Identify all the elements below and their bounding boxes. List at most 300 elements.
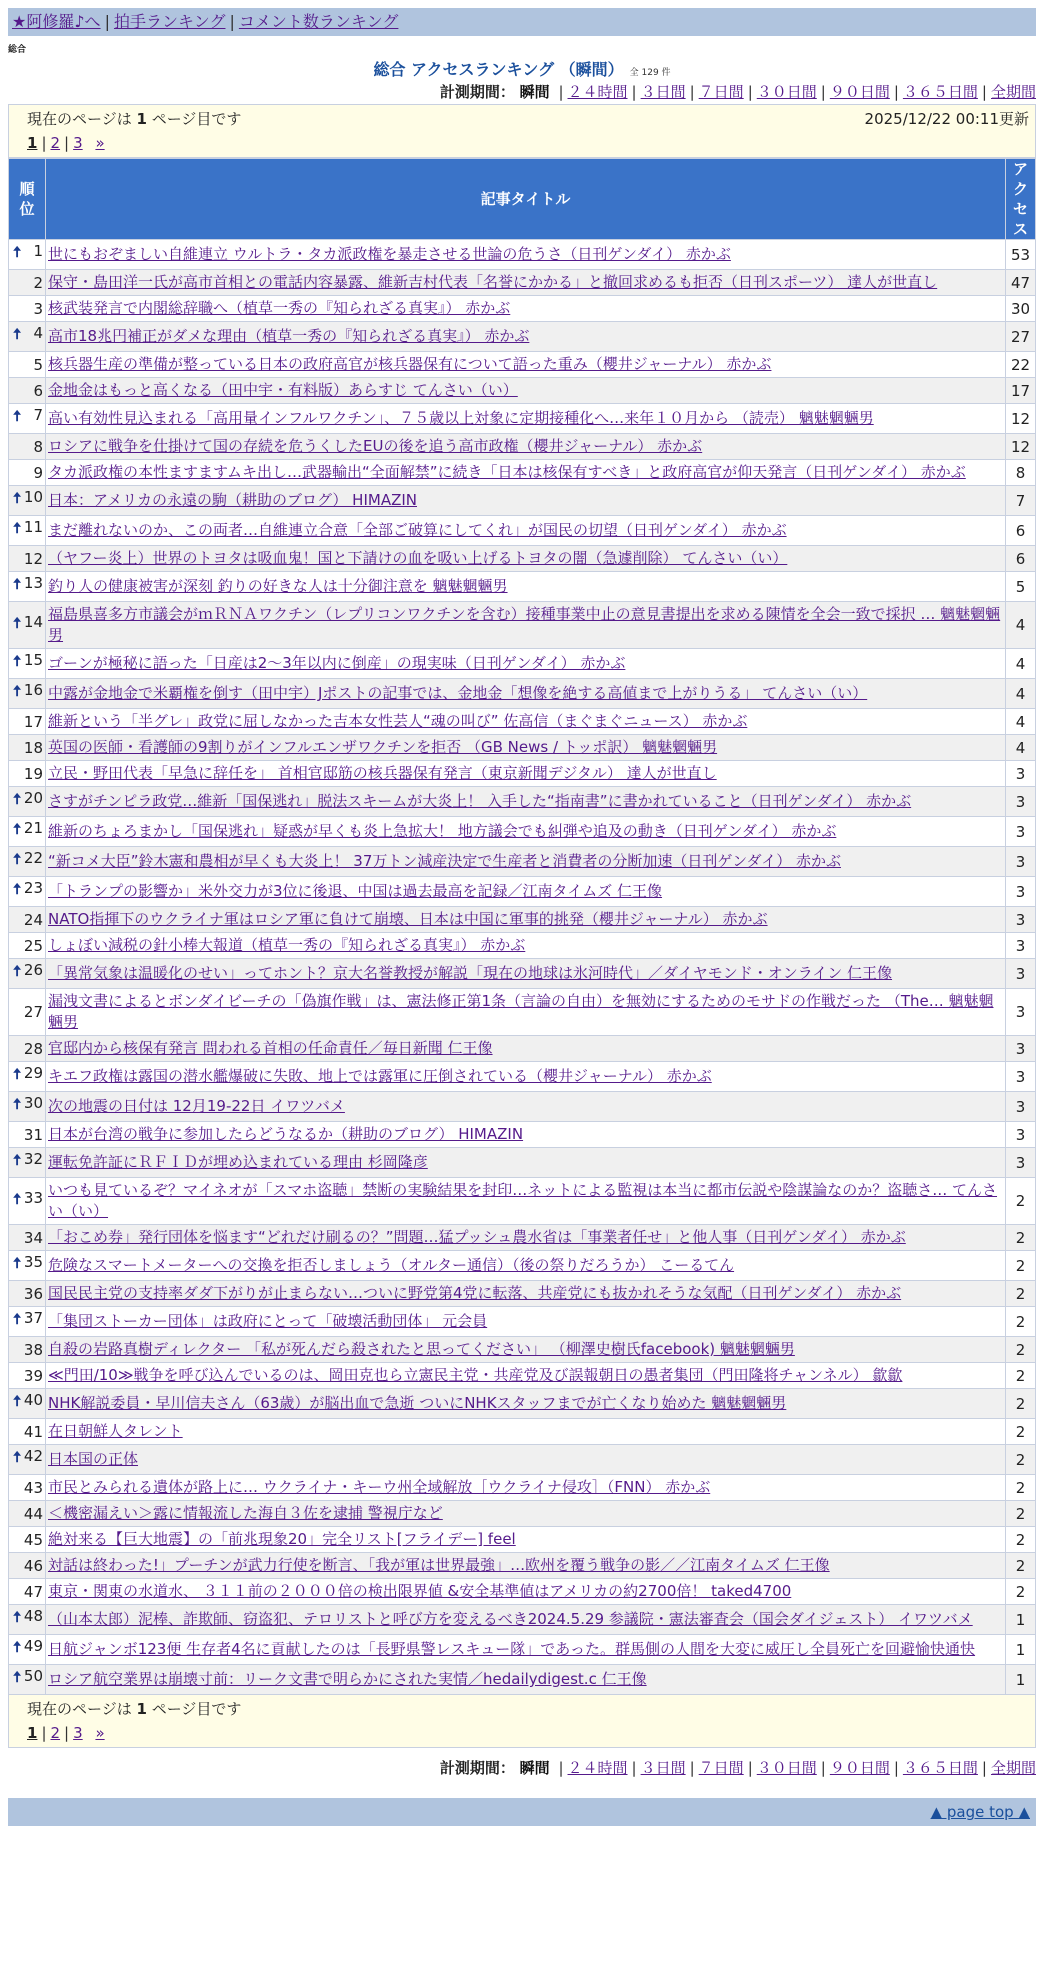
access-count: 2 (1006, 1307, 1036, 1337)
article-link[interactable]: 日本国の正体 (48, 1450, 139, 1468)
access-count: 4 (1006, 679, 1036, 709)
access-count: 2 (1006, 1225, 1036, 1251)
title-cell (46, 847, 1006, 877)
article-link[interactable]: 市民とみられる遺体が路上に… ウクライナ・キーウ州全域解放［ウクライナ侵攻］（FNN） 赤かぶ (48, 1478, 711, 1496)
title-cell (46, 1307, 1006, 1337)
rank-number: 14 (23, 612, 43, 631)
access-count: 17 (1006, 378, 1036, 404)
access-count: 8 (1006, 460, 1036, 486)
rank-cell (9, 1062, 46, 1092)
table-row (9, 1665, 1036, 1695)
table-row (9, 1337, 1036, 1363)
title-cell (46, 1251, 1006, 1281)
access-count: 12 (1006, 434, 1036, 460)
rank-cell (9, 1092, 46, 1122)
page-top-link[interactable]: ▲ page top ▲ (930, 1803, 1030, 1821)
article-link[interactable]: 日本：アメリカの永遠の駒（耕助のブログ） HIMAZIN (48, 491, 417, 509)
rank-up-arrow-icon: 🠅 (13, 850, 22, 868)
access-count: 3 (1006, 933, 1036, 959)
rank-number: 39 (23, 1366, 43, 1385)
access-count: 4 (1006, 709, 1036, 735)
table-row (9, 1307, 1036, 1337)
clap-ranking-link[interactable]: 拍手ランキング (113, 12, 226, 31)
rank-number: 22 (23, 849, 43, 867)
article-link[interactable]: 高市18兆円補正がダメな理由（植草一秀の『知られざる真実』） 赤かぶ (48, 327, 530, 345)
article-link[interactable]: 日航ジャンボ123便 生存者4名に貢献したのは「長野県警レスキュー隊」であった。群馬側の人間を大変に威圧し全員死亡を回避愉快通快 (48, 1640, 976, 1658)
title-cell (46, 572, 1006, 602)
rank-number: 28 (23, 1039, 43, 1058)
page-link[interactable]: 2 (50, 1724, 61, 1742)
rank-cell (9, 649, 46, 679)
title-cell (46, 1389, 1006, 1419)
access-count: 2 (1006, 1445, 1036, 1475)
title-cell (46, 1337, 1006, 1363)
rank-number: 48 (23, 1607, 43, 1625)
page-link[interactable]: 3 (73, 1724, 83, 1742)
pager-bottom (8, 1695, 1036, 1748)
title-cell (46, 1062, 1006, 1092)
title-cell (46, 1501, 1006, 1527)
period-link[interactable]: ７日間 (698, 1759, 744, 1777)
table-row (9, 1579, 1036, 1605)
rank-cell (9, 486, 46, 516)
access-count: 3 (1006, 817, 1036, 847)
nav-separator: | (104, 12, 110, 31)
access-count: 3 (1006, 1092, 1036, 1122)
access-count: 2 (1006, 1579, 1036, 1605)
title-cell (46, 270, 1006, 296)
period-separator: | (981, 1759, 987, 1777)
article-link[interactable]: キエフ政権は露国の潜水艦爆破に失敗、地上では露軍に圧倒されている（櫻井ジャーナル） 赤かぶ (48, 1067, 712, 1085)
article-link[interactable]: 次の地震の日付は 12月19-22日 イワツバメ (48, 1097, 345, 1115)
rank-cell (9, 1036, 46, 1062)
rank-cell (9, 1389, 46, 1419)
title-cell (46, 877, 1006, 907)
title-cell (46, 296, 1006, 322)
table-row (9, 933, 1036, 959)
access-count: 2 (1006, 1337, 1036, 1363)
rank-number: 11 (23, 518, 43, 536)
title-cell (46, 1665, 1006, 1695)
rank-cell (9, 1419, 46, 1445)
table-row (9, 516, 1036, 546)
rank-up-arrow-icon: 🠅 (13, 1065, 22, 1083)
rank-number: 26 (23, 961, 43, 979)
table-row (9, 907, 1036, 933)
rank-cell (9, 1579, 46, 1605)
rank-number: 45 (23, 1530, 43, 1549)
table-row (9, 1148, 1036, 1178)
title-cell (46, 817, 1006, 847)
table-row (9, 1419, 1036, 1445)
table-row (9, 1281, 1036, 1307)
table-row (9, 1605, 1036, 1635)
article-link[interactable]: 核武装発言で内閣総辞職へ（植草一秀の『知られざる真実』） 赤かぶ (48, 299, 511, 317)
period-link[interactable]: ３６５日間 (902, 83, 978, 101)
rank-up-arrow-icon: 🠅 (13, 682, 22, 700)
article-link[interactable]: 在日朝鮮人タレント (48, 1422, 183, 1440)
article-link[interactable]: さすがチンピラ政党…維新「国保逃れ」脱法スキームが大炎上！ 入手した“指南書”に書かれていること（日刊ゲンダイ） 赤かぶ (48, 792, 912, 810)
rank-number: 46 (23, 1556, 43, 1575)
page-current: 1 (27, 1724, 38, 1742)
access-count: 2 (1006, 1553, 1036, 1579)
period-link[interactable]: 全期間 (990, 83, 1036, 101)
title-cell (46, 907, 1006, 933)
period-link[interactable]: ３日間 (640, 1759, 686, 1777)
article-link[interactable]: （山本太郎）泥棒、詐欺師、窃盗犯、テロリストと呼び方を変えるべき2024.5.29 参議院・憲法審査会（国会ダイジェスト） イワツバメ (48, 1610, 973, 1628)
rank-number: 40 (23, 1391, 43, 1409)
article-link[interactable]: 世にもおぞましい自維連立 ウルトラ・タカ派政権を暴走させる世論の危うさ（日刊ゲンダイ） 赤かぶ (48, 245, 731, 263)
rank-number: 35 (23, 1253, 43, 1271)
article-link[interactable]: 「異常気象は温暖化のせい」ってホント？京大名誉教授が解説「現在の地球は氷河時代」／ダイヤモンド・オンライン 仁王像 (48, 964, 893, 982)
rank-up-arrow-icon: 🠅 (13, 1151, 22, 1169)
article-link[interactable]: ＜機密漏えい＞露に情報流した海自３佐を逮捕 警視庁など (48, 1504, 443, 1522)
rank-number: 29 (23, 1064, 43, 1082)
period-link[interactable]: ３日間 (640, 83, 686, 101)
access-count: 5 (1006, 572, 1036, 602)
article-link[interactable]: 立民・野田代表「早急に辞任を」 首相官邸筋の核兵器保有発言（東京新聞デジタル） 達人が世直し (48, 764, 717, 782)
rank-number: 15 (23, 651, 43, 669)
table-row (9, 1178, 1036, 1225)
article-link[interactable]: 「集団ストーカー団体」は政府にとって「破壊活動団体」 元会員 (48, 1312, 488, 1330)
rank-cell (9, 1475, 46, 1501)
table-row (9, 1092, 1036, 1122)
article-link[interactable]: 金地金はもっと高くなる（田中宇・有料版）あらすじ てんさい（い） (48, 381, 518, 399)
rank-number: 17 (23, 712, 43, 731)
page-separator: | (64, 1724, 70, 1742)
access-count: 2 (1006, 1419, 1036, 1445)
rank-number: 5 (33, 355, 43, 374)
article-link[interactable]: 日本が台湾の戦争に参加したらどうなるか（耕助のブログ） HIMAZIN (48, 1125, 524, 1143)
period-current: 瞬間 (519, 83, 550, 101)
rank-number: 43 (23, 1478, 43, 1497)
article-link[interactable]: 国民民主党の支持率ダダ下がりが止まらない…ついに野党第4党に転落、共産党にも抜かれそうな気配（日刊ゲンダイ） 赤かぶ (48, 1284, 902, 1302)
rank-up-arrow-icon: 🠅 (13, 1189, 22, 1208)
article-link[interactable]: 漏洩文書によるとボンダイビーチの「偽旗作戦」は、憲法修正第1条（言論の自由）を無効にするためのモサドの作戦だった （The… 魑魅魍魎男 (48, 992, 994, 1031)
access-count: 2 (1006, 1251, 1036, 1281)
page-separator: | (41, 1724, 47, 1742)
table-row (9, 378, 1036, 404)
title-cell (46, 1579, 1006, 1605)
current-page-text: 現在のページは 1 ページ目です (27, 110, 242, 128)
period-separator: | (820, 1759, 826, 1777)
article-link[interactable]: 危険なスマートメーターへの交換を拒否しましょう（オルター通信）（後の祭りだろうか） こーるてん (48, 1256, 735, 1274)
period-separator: | (747, 1759, 753, 1777)
rank-cell (9, 933, 46, 959)
article-link[interactable]: （ヤフー炎上）世界のトヨタは吸血鬼！国と下請けの血を吸い上げるトヨタの闇（急遽削除） てんさい（い） (48, 549, 788, 567)
rank-number: 27 (23, 1003, 43, 1021)
article-link[interactable]: 対話は終わった!」プーチンが武力行使を断言、「我が軍は世界最強」…欧州を覆う戦争の影／／江南タイムズ 仁王像 (48, 1556, 830, 1574)
title-cell (46, 352, 1006, 378)
article-link[interactable]: 自殺の岩路真樹ディレクター 「私が死んだら殺されたと思ってください」 （柳澤史樹氏facebook) 魑魅魍魎男 (48, 1340, 795, 1358)
period-label: 計測期間： (439, 1759, 515, 1777)
period-separator: | (631, 1759, 637, 1777)
comment-ranking-link[interactable]: コメント数ランキング (238, 12, 399, 31)
article-link[interactable]: 釣り人の健康被害が深刻 釣りの好きな人は十分御注意を 魑魅魍魎男 (48, 577, 508, 595)
rank-up-arrow-icon: 🠅 (13, 790, 22, 808)
access-count: 3 (1006, 907, 1036, 933)
page-link[interactable]: 3 (73, 134, 83, 152)
rank-up-arrow-icon: 🠅 (13, 1310, 22, 1328)
table-row (9, 352, 1036, 378)
rank-cell (9, 907, 46, 933)
period-link[interactable]: ３０日間 (756, 1759, 817, 1777)
period-link[interactable]: ２４時間 (567, 83, 628, 101)
rank-cell (9, 1553, 46, 1579)
access-count: 3 (1006, 761, 1036, 787)
title-cell (46, 1445, 1006, 1475)
table-row (9, 877, 1036, 907)
table-row (9, 1389, 1036, 1419)
rank-cell (9, 679, 46, 709)
rank-number: 2 (33, 273, 43, 292)
next-page-link[interactable]: » (95, 1724, 105, 1742)
rank-cell (9, 787, 46, 817)
rank-up-arrow-icon: 🠅 (13, 962, 22, 980)
rank-number: 31 (23, 1125, 43, 1144)
article-link[interactable]: 官邸内から核保有発言 問われる首相の任命責任／毎日新聞 仁王像 (48, 1039, 493, 1057)
rank-cell (9, 1178, 46, 1225)
article-link[interactable]: NHK解説委員・早川信夫さん（63歳）が脳出血で急逝 ついにNHKスタッフまでが亡くなり始めた 魑魅魍魎男 (48, 1394, 787, 1412)
title-cell (46, 1122, 1006, 1148)
access-count: 2 (1006, 1501, 1036, 1527)
table-row (9, 787, 1036, 817)
table-row (9, 959, 1036, 989)
rank-up-arrow-icon: 🠅 (13, 1638, 22, 1656)
rank-cell (9, 735, 46, 761)
table-row (9, 486, 1036, 516)
title-cell (46, 378, 1006, 404)
rank-up-arrow-icon: 🠅 (13, 880, 22, 898)
title-cell (46, 1281, 1006, 1307)
access-count: 3 (1006, 1148, 1036, 1178)
rank-up-arrow-icon: 🠅 (13, 1668, 22, 1686)
title-cell (46, 1605, 1006, 1635)
table-row (9, 761, 1036, 787)
period-separator: | (893, 1759, 899, 1777)
access-count: 4 (1006, 602, 1036, 649)
period-separator: | (747, 83, 753, 101)
title-cell (46, 1553, 1006, 1579)
title-cell (46, 933, 1006, 959)
article-link[interactable]: 中露が金地金で米覇権を倒す（田中宇）Jポストの記事では、金地金「想像を絶する高値まで上がりうる」 てんさい（い） (48, 684, 868, 702)
access-count: 3 (1006, 1062, 1036, 1092)
article-link[interactable]: 維新のちょろまかし「国保逃れ」疑惑が早くも炎上急拡大！ 地方議会でも糾弾や追及の動き（日刊ゲンダイ） 赤かぶ (48, 822, 837, 840)
table-row (9, 1527, 1036, 1553)
period-separator: | (893, 83, 899, 101)
rank-number: 34 (23, 1228, 43, 1247)
page-current: 1 (27, 134, 38, 152)
article-link[interactable]: 維新という「半グレ」政党に屈しなかった吉本女性芸人“魂の叫び” 佐高信（まぐまぐニュース） 赤かぶ (48, 712, 748, 730)
article-link[interactable]: 福島県喜多方市議会がｍＲＮＡワクチン（レプリコンワクチンを含む）接種事業中止の意見書提出を求める陳情を全会一致で採択 … 魑魅魍魎男 (48, 605, 1001, 644)
table-row (9, 1635, 1036, 1665)
period-links (554, 83, 1036, 101)
table-row (9, 546, 1036, 572)
ranking-table (8, 158, 1036, 1695)
access-count: 4 (1006, 735, 1036, 761)
period-selector-bottom (8, 1756, 1036, 1780)
table-row (9, 434, 1036, 460)
rank-up-arrow-icon: 🠅 (13, 489, 22, 507)
rank-number: 24 (23, 910, 43, 929)
rank-number: 42 (23, 1447, 43, 1465)
rank-header: 順位 (9, 159, 46, 240)
rank-up-arrow-icon: 🠅 (13, 652, 22, 670)
title-cell (46, 486, 1006, 516)
article-link[interactable]: しょぼい減税の針小棒大報道（植草一秀の『知られざる真実』） 赤かぶ (48, 936, 526, 954)
article-link[interactable]: 高い有効性見込まれる「高用量インフルワクチン」、７５歳以上対象に定期接種化へ…来年１０月から （読売） 魑魅魍魎男 (48, 409, 874, 427)
rank-cell (9, 322, 46, 352)
rank-cell (9, 378, 46, 404)
article-link[interactable]: 保守・島田洋一氏が高市首相との電話内容暴露、維新吉村代表「名誉にかかる」と撤回求めるも拒否（日刊スポーツ） 達人が世直し (48, 273, 938, 291)
pager-top (8, 104, 1036, 158)
rank-cell (9, 877, 46, 907)
access-count: 7 (1006, 486, 1036, 516)
title-cell (46, 649, 1006, 679)
title-cell (46, 602, 1006, 649)
title-cell (46, 1475, 1006, 1501)
period-link[interactable]: ７日間 (698, 83, 744, 101)
ranking-rows (9, 240, 1036, 1695)
period-link[interactable]: ９０日間 (829, 83, 890, 101)
title-header: 記事タイトル (46, 159, 1006, 240)
article-link[interactable]: ロシアに戦争を仕掛けて国の存続を危うくしたEUの後を追う高市政権（櫻井ジャーナル） 赤かぶ (48, 437, 703, 455)
title-cell (46, 1225, 1006, 1251)
rank-number: 47 (23, 1582, 43, 1601)
rank-cell (9, 572, 46, 602)
rank-cell (9, 1635, 46, 1665)
page-links (27, 131, 1029, 155)
title-cell (46, 761, 1006, 787)
rank-number: 20 (23, 789, 43, 807)
rank-number: 16 (23, 681, 43, 699)
rank-number: 41 (23, 1422, 43, 1441)
table-row (9, 1225, 1036, 1251)
page-link[interactable]: 2 (50, 134, 61, 152)
period-link[interactable]: ２４時間 (567, 1759, 628, 1777)
period-separator: | (981, 83, 987, 101)
period-separator: | (558, 1759, 564, 1777)
period-link[interactable]: 全期間 (990, 1759, 1036, 1777)
title-cell (46, 959, 1006, 989)
article-link[interactable]: まだ離れないのか、この両者…自維連立合意「全部ご破算にしてくれ」が国民の切望（日刊ゲンダイ） 赤かぶ (48, 521, 787, 539)
rank-cell (9, 959, 46, 989)
nav-separator: | (229, 12, 235, 31)
article-link[interactable]: 絶対来る【巨大地震】の「前兆現象20」完全リスト[フライデー] feel (48, 1530, 516, 1548)
table-row (9, 649, 1036, 679)
article-link[interactable]: 「トランプの影響か」米外交力が3位に後退、中国は過去最高を記録／江南タイムズ 仁王像 (48, 882, 663, 900)
access-count: 2 (1006, 1178, 1036, 1225)
rank-cell (9, 270, 46, 296)
rank-up-arrow-icon: 🠅 (13, 575, 22, 593)
period-separator: | (631, 83, 637, 101)
access-count: 1 (1006, 1635, 1036, 1665)
page-separator: | (64, 134, 70, 152)
rank-cell (9, 1363, 46, 1389)
period-links (554, 1759, 1036, 1777)
article-link[interactable]: 英国の医師・看護師の9割りがインフルエンザワクチンを拒否 （GB News / トッポ訳） 魑魅魍魎男 (48, 738, 718, 756)
table-row (9, 1363, 1036, 1389)
article-link[interactable]: ≪門田/10≫戦争を呼び込んでいるのは、岡田克也ら立憲民主党・共産党及び誤報朝日の愚者集団（門田隆将チャンネル） 歙歙 (48, 1366, 903, 1384)
title-cell (46, 240, 1006, 270)
rank-number: 1 (33, 242, 43, 260)
article-link[interactable]: “新コメ大臣”鈴木憲和農相が早くも大炎上！ 37万トン減産決定で生産者と消費者の分断加速（日刊ゲンダイ） 赤かぶ (48, 852, 841, 870)
page-title (8, 60, 1036, 80)
table-row (9, 1122, 1036, 1148)
updated-time: 2025/12/22 00:11更新 (864, 110, 1029, 128)
rank-number: 49 (23, 1637, 43, 1655)
period-link[interactable]: ３６５日間 (902, 1759, 978, 1777)
rank-number: 44 (23, 1504, 43, 1523)
access-count: 3 (1006, 787, 1036, 817)
table-row (9, 404, 1036, 434)
rank-cell (9, 352, 46, 378)
access-count: 2 (1006, 1281, 1036, 1307)
section-label: 総合 (8, 45, 27, 55)
rank-cell (9, 546, 46, 572)
table-row (9, 1553, 1036, 1579)
title-cell (46, 546, 1006, 572)
access-count: 2 (1006, 1527, 1036, 1553)
period-separator: | (689, 83, 695, 101)
rank-cell (9, 240, 46, 270)
current-page-text-bottom: 現在のページは 1 ページ目です (27, 1700, 242, 1718)
table-row (9, 1475, 1036, 1501)
article-link[interactable]: 運転免許証にＲＦＩＤが埋め込まれている理由 杉岡隆彦 (48, 1153, 428, 1171)
rank-number: 4 (33, 324, 43, 342)
rank-cell (9, 1281, 46, 1307)
rank-cell (9, 1665, 46, 1695)
article-link[interactable]: NATO指揮下のウクライナ軍はロシア軍に負けて崩壊、日本は中国に軍事的挑発（櫻井ジャーナル） 赤かぶ (48, 910, 768, 928)
table-row (9, 1445, 1036, 1475)
article-link[interactable]: タカ派政権の本性ますますムキ出し…武器輸出“全面解禁”に続き「日本は核保有すべき」と政府高官が仰天発言（日刊ゲンダイ） 赤かぶ (48, 463, 966, 481)
rank-cell (9, 1501, 46, 1527)
article-link[interactable]: 東京・関東の水道水、 ３１１前の２０００倍の検出限界値 &安全基準値はアメリカの約2700倍！ taked4700 (48, 1582, 792, 1600)
title-cell (46, 1635, 1006, 1665)
total-count: 全 129 件 (629, 68, 671, 78)
article-link[interactable]: ロシア航空業界は崩壊寸前：リーク文書で明らかにされた実情／hedailydigest.c 仁王像 (48, 1670, 647, 1688)
rank-cell (9, 296, 46, 322)
rank-number: 7 (33, 406, 43, 424)
next-page-link[interactable]: » (95, 134, 105, 152)
article-link[interactable]: ゴーンが極秘に語った「日産は2～3年以内に倒産」の現実味（日刊ゲンダイ） 赤かぶ (48, 654, 626, 672)
period-link[interactable]: ９０日間 (829, 1759, 890, 1777)
period-link[interactable]: ３０日間 (756, 83, 817, 101)
rank-cell (9, 1251, 46, 1281)
rank-number: 33 (23, 1188, 43, 1207)
table-row (9, 240, 1036, 270)
title-cell (46, 1092, 1006, 1122)
table-row (9, 460, 1036, 486)
title-cell (46, 1036, 1006, 1062)
article-link[interactable]: 「おこめ券」発行団体を悩ます“どれだけ刷るの？”問題…猛プッシュ農水省は「事業者任せ」と他人事（日刊ゲンダイ） 赤かぶ (48, 1228, 906, 1246)
home-link[interactable]: ★阿修羅♪へ (12, 12, 101, 31)
access-header: アクセス (1006, 159, 1036, 240)
rank-up-arrow-icon: 🠅 (13, 519, 22, 537)
rank-number: 8 (33, 437, 43, 456)
article-link[interactable]: 核兵器生産の準備が整っている日本の政府高官が核兵器保有について語った重み（櫻井ジャーナル） 赤かぶ (48, 355, 772, 373)
rank-cell (9, 1527, 46, 1553)
table-row (9, 572, 1036, 602)
title-cell (46, 1148, 1006, 1178)
access-count: 1 (1006, 1665, 1036, 1695)
rank-cell (9, 404, 46, 434)
rank-up-arrow-icon: 🠅 (13, 1095, 22, 1113)
title-cell (46, 404, 1006, 434)
article-link[interactable]: いつも見ているぞ？マイネオが「スマホ盗聴」禁断の実験結果を封印…ネットによる監視は本当に都市伝説や陰謀論なのか？盗聴さ… てんさい（い） (48, 1181, 998, 1220)
table-row (9, 1062, 1036, 1092)
access-count: 30 (1006, 296, 1036, 322)
